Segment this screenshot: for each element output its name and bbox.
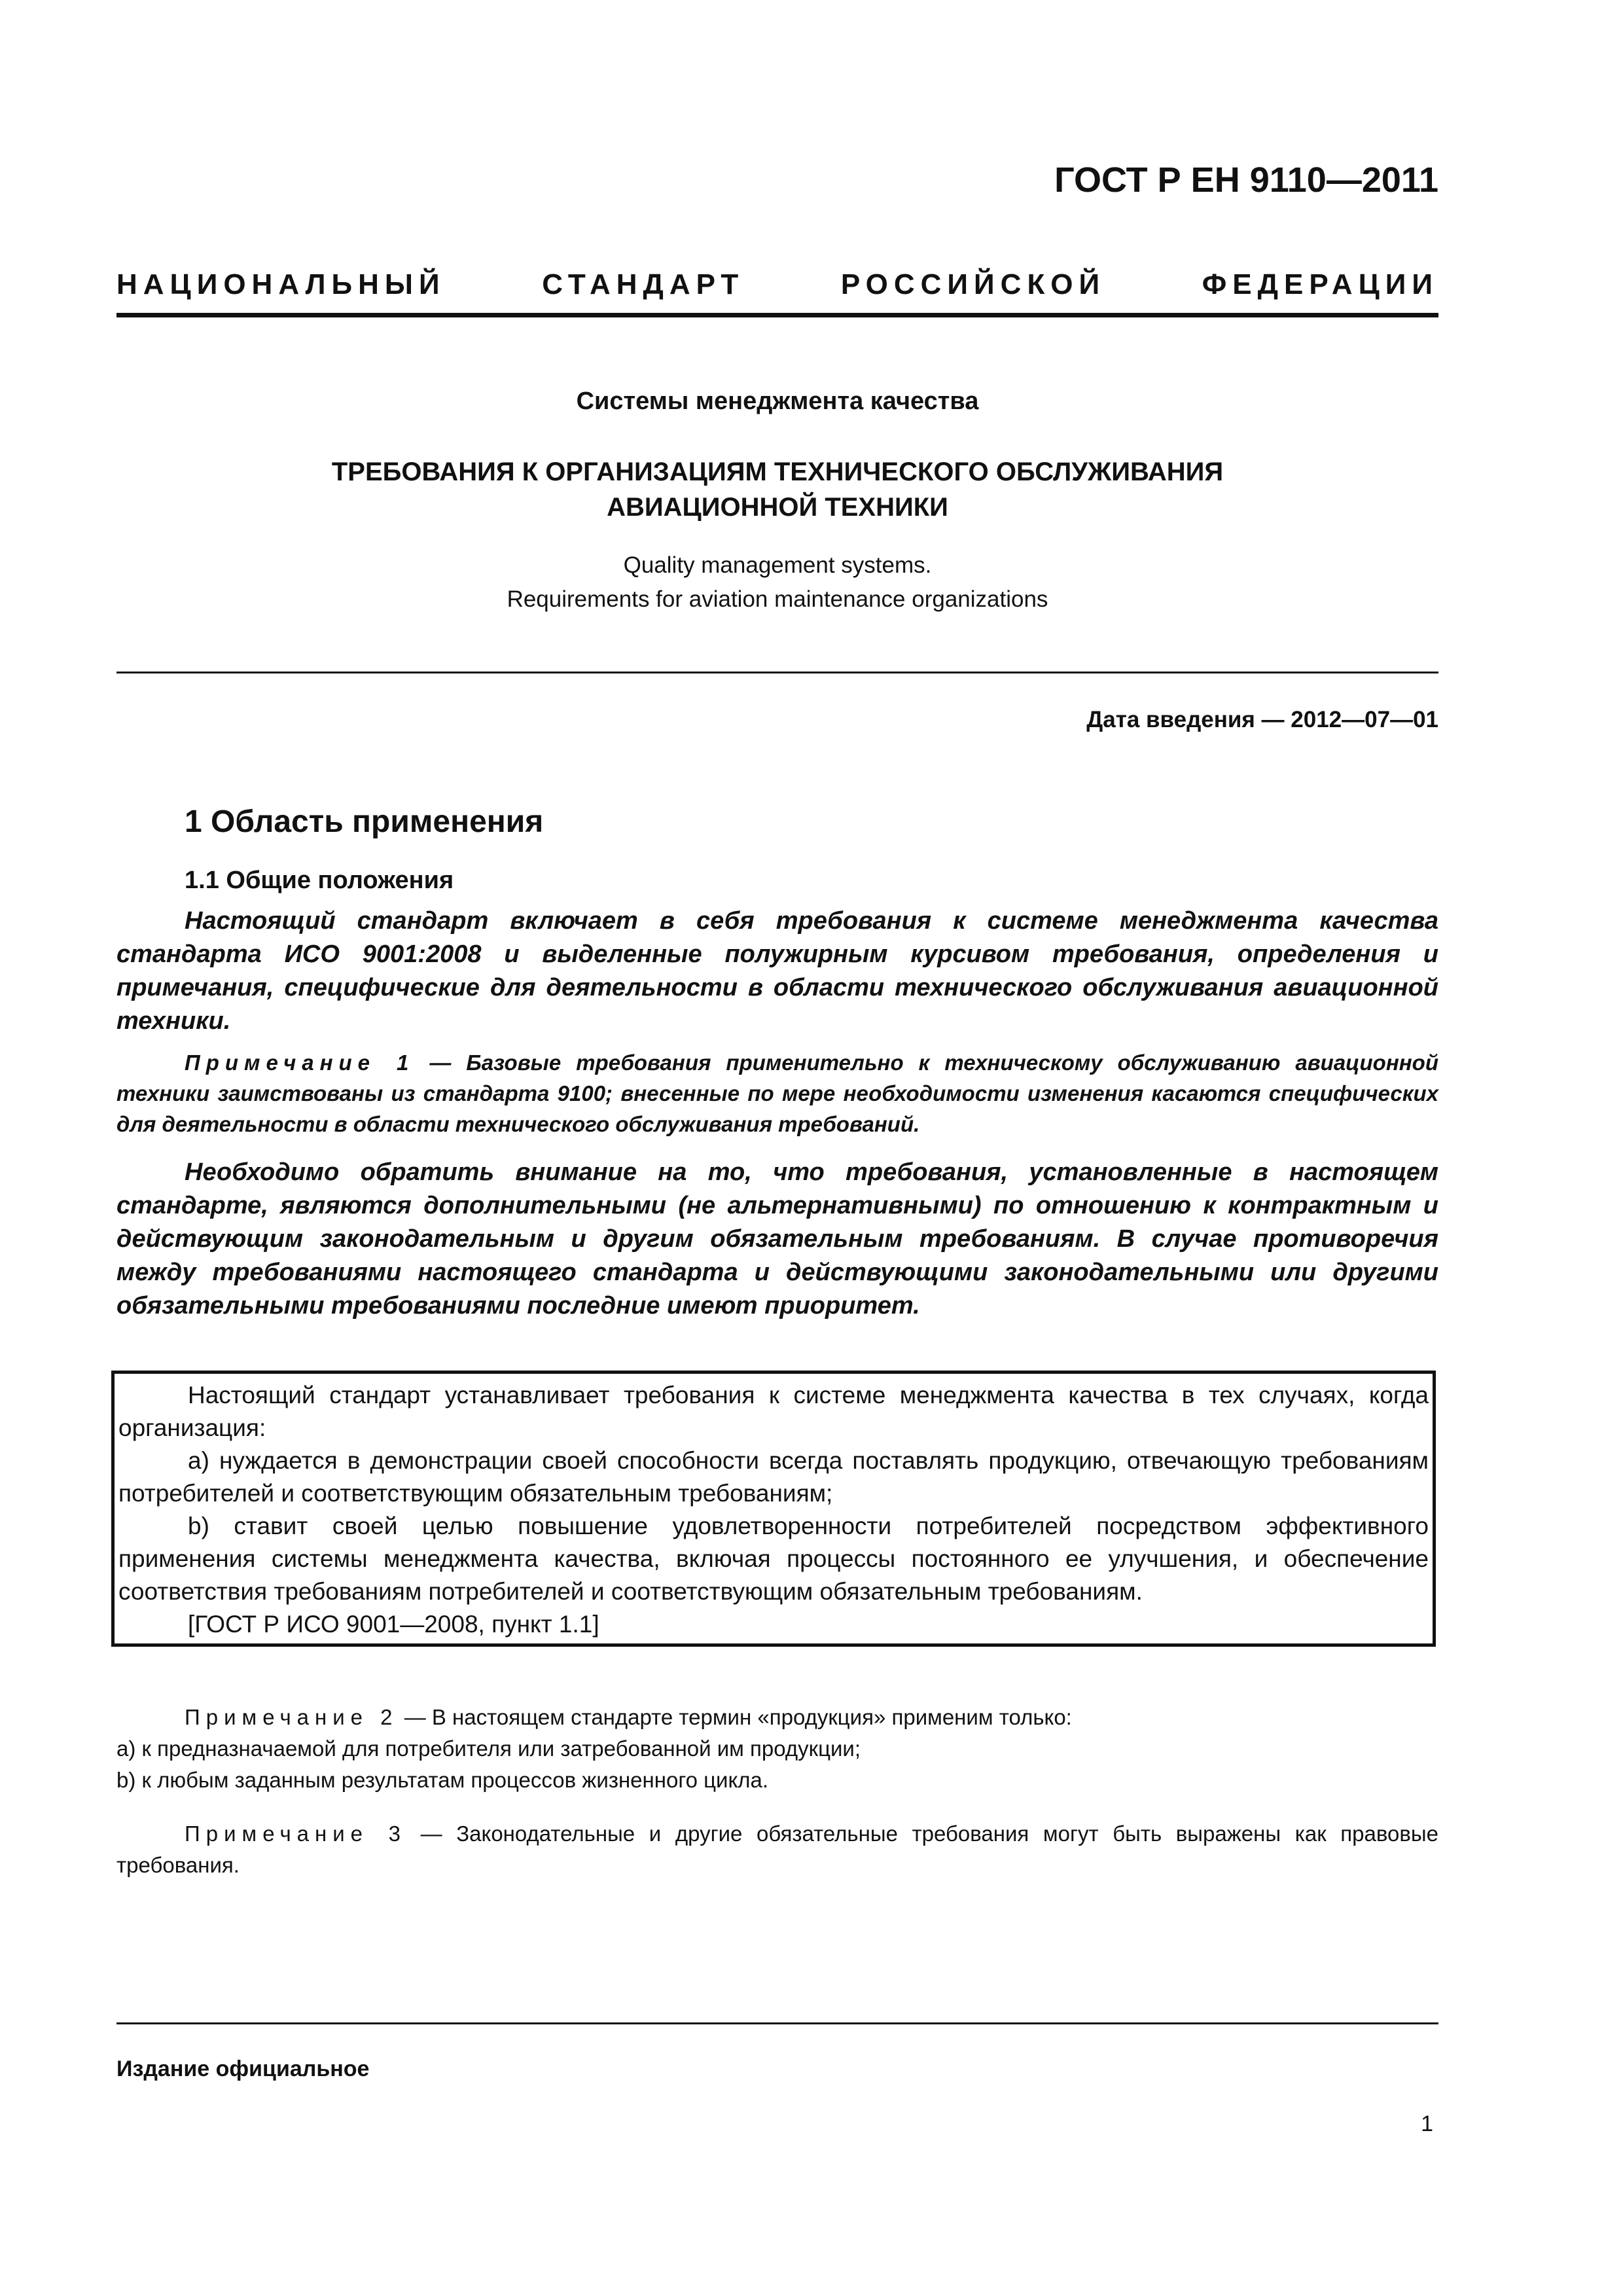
- title-en-line-2: Requirements for aviation maintenance organizations: [507, 586, 1048, 612]
- title-divider-rule: [116, 672, 1438, 673]
- header-thick-rule: [116, 313, 1438, 317]
- national-standard-word: РОССИЙСКОЙ: [840, 268, 1106, 300]
- footer-rule: [116, 2022, 1438, 2024]
- note-2-item-a: a) к предназначаемой для потребителя или затребованной им продукции;: [116, 1736, 861, 1761]
- title-ru-line-2: АВИАЦИОННОЙ ТЕХНИКИ: [607, 493, 948, 522]
- page-number: 1: [1421, 2111, 1433, 2136]
- iso-box-intro: Настоящий стандарт устанавливает требования к системе менеджмента качества в тех случаях, когда организация:: [118, 1382, 1429, 1441]
- scope-paragraph: Настоящий стандарт включает в себя требования к системе менеджмента качества стандарта ИСО 9001:2008 и выделенные полужирным курсивом требования, определения и примечания, специфические для деятельности в области технического обслуживания авиационной техники.: [116, 907, 1438, 1035]
- national-standard-heading: [116, 268, 1438, 301]
- iso-9001-quote-box: [111, 1371, 1436, 1647]
- section-heading: 1 Область применения: [185, 804, 544, 839]
- national-standard-word: ФЕДЕРАЦИИ: [1202, 268, 1438, 300]
- document-title-ru: [116, 454, 1438, 525]
- note-3-line: [116, 1818, 1438, 1881]
- note-3-label: Примечание 3: [185, 1821, 406, 1846]
- document-subtitle: Системы менеджмента качества: [576, 387, 979, 415]
- note-1: [116, 1047, 1438, 1139]
- attention-paragraph: Необходимо обратить внимание на то, что требования, установленные в настоящем стандарте, являются дополнительными (не альтернативными) по отношению к контрактным и действующим законодательным и другим обязательным требованиям. В случае противоречия между требованиями настоящего стандарта и действующими законодательными или другими обязательными требованиями последние имеют приоритет.: [116, 1158, 1438, 1319]
- document-title-en: [116, 548, 1438, 617]
- title-en-line-1: Quality management systems.: [623, 552, 932, 578]
- note-2-line: [116, 1702, 1438, 1733]
- subsection-heading: 1.1 Общие положения: [185, 867, 454, 894]
- title-ru-line-1: ТРЕБОВАНИЯ К ОРГАНИЗАЦИЯМ ТЕХНИЧЕСКОГО ОБСЛУЖИВАНИЯ: [331, 457, 1224, 486]
- introduction-date: Дата введения — 2012—07—01: [1086, 707, 1438, 732]
- note-2: [116, 1702, 1438, 1796]
- note-2-label: Примечание 2: [185, 1705, 399, 1729]
- iso-box-reference: [ГОСТ Р ИСО 9001—2008, пункт 1.1]: [188, 1611, 599, 1638]
- iso-box-item-a: a) нуждается в демонстрации своей способности всегда поставлять продукцию, отвечающую требованиям потребителей и соответствующим обязательным требованиям;: [118, 1447, 1429, 1507]
- national-standard-word: НАЦИОНАЛЬНЫЙ: [116, 268, 446, 300]
- national-standard-word: СТАНДАРТ: [542, 268, 745, 300]
- note-2-text: — В настоящем стандарте термин «продукция» применим только:: [398, 1705, 1072, 1729]
- note-2-item-b: b) к любым заданным результатам процессов жизненного цикла.: [116, 1768, 769, 1792]
- note-3-text: — Законодательные и другие обязательные требования могут быть выражены как правовые требования.: [116, 1821, 1438, 1877]
- official-edition-label: Издание официальное: [116, 2056, 370, 2081]
- note-3: [116, 1818, 1438, 1881]
- document-number: ГОСТ Р ЕН 9110—2011: [1054, 160, 1438, 200]
- iso-box-item-b: b) ставит своей целью повышение удовлетворенности потребителей посредством эффективного применения системы менеджмента качества, включая процессы постоянного ее улучшения, и обеспечение соответствия требованиям потребителей и соответствующим обязательным требованиям.: [118, 1513, 1429, 1605]
- note-1-text: — Базовые требования применительно к техническому обслуживанию авиационной техники заимствованы из стандарта 9100; внесенные по мере необходимости изменения касаются специфических для деятельности в области технического обслуживания требований.: [116, 1050, 1438, 1136]
- note-1-label: Примечание 1: [185, 1050, 415, 1075]
